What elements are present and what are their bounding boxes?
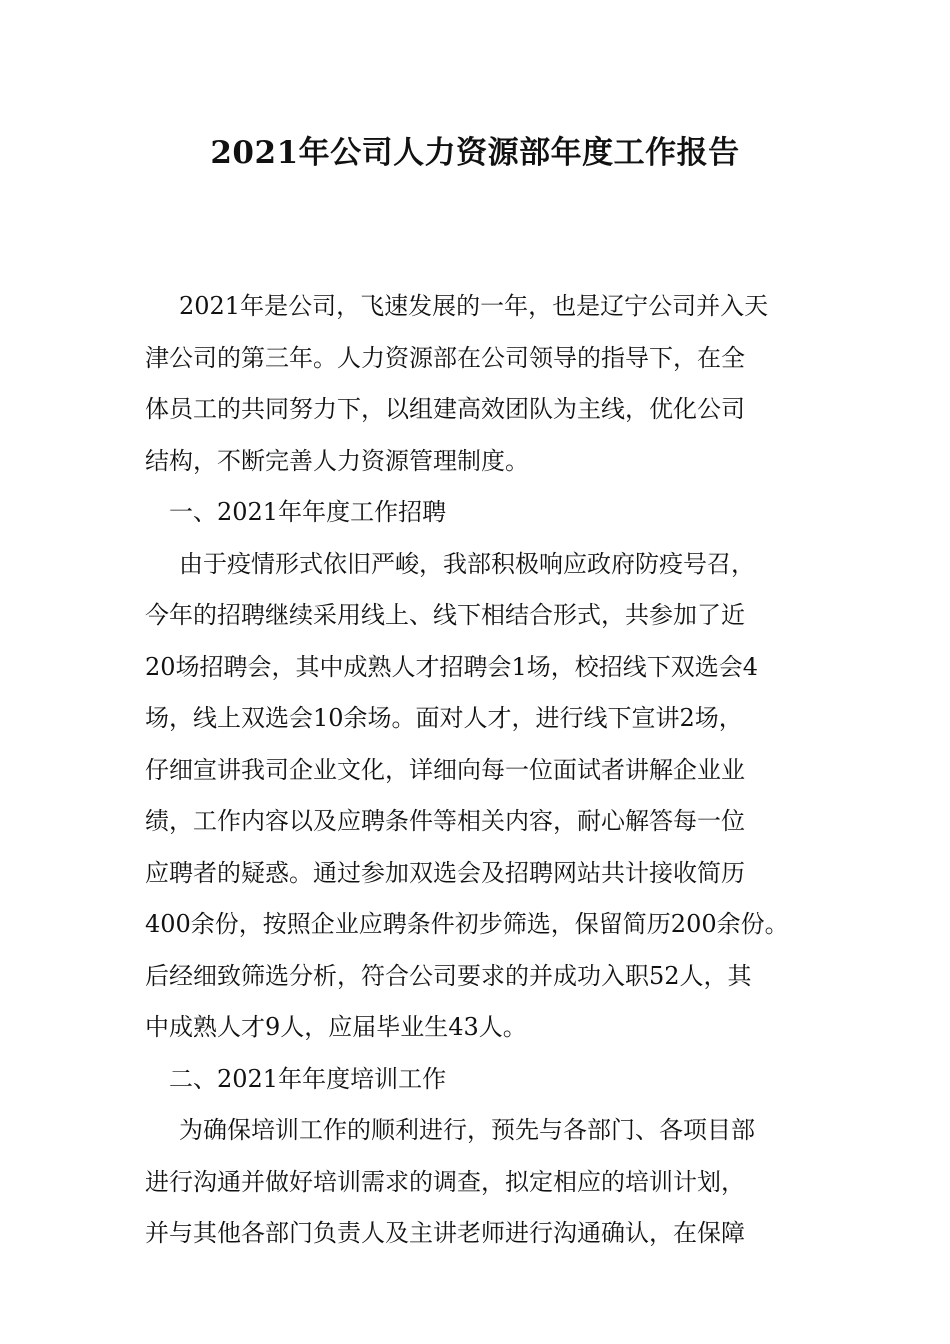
document-body xyxy=(145,281,825,1260)
text-line: 中成熟人才9人，应届毕业生43人。 xyxy=(145,1013,527,1041)
text-line: 后经细致筛选分析，符合公司要求的并成功入职52人，其 xyxy=(145,961,752,990)
text-line: 400余份，按照企业应聘条件初步筛选，保留简历200余份。 xyxy=(145,910,789,938)
section-heading-training: 二、2021年年度培训工作 xyxy=(169,1064,447,1093)
text-line: 仔细宣讲我司企业文化，详细向每一位面试者讲解企业业 xyxy=(145,755,745,784)
text-line: 并与其他各部门负责人及主讲老师进行沟通确认，在保障 xyxy=(145,1219,745,1247)
text-line: 由于疫情形式依旧严峻，我部积极响应政府防疫号召， xyxy=(179,549,755,578)
text-line: 体员工的共同努力下，以组建高效团队为主线，优化公司 xyxy=(145,395,745,423)
text-line: 津公司的第三年。人力资源部在公司领导的指导下，在全 xyxy=(145,343,745,372)
text-line: 2021年是公司，飞速发展的一年，也是辽宁公司并入天 xyxy=(179,292,769,320)
text-line: 场，线上双选会10余场。面对人才，进行线下宣讲2场， xyxy=(145,704,743,732)
section-heading-recruitment: 一、2021年年度工作招聘 xyxy=(169,498,447,526)
text-line: 今年的招聘继续采用线上、线下相结合形式，共参加了近 xyxy=(145,601,745,629)
document-title: 2021年公司人力资源部年度工作报告 xyxy=(210,135,740,171)
text-line: 应聘者的疑惑。通过参加双选会及招聘网站共计接收简历 xyxy=(145,858,745,887)
text-line: 绩，工作内容以及应聘条件等相关内容，耐心解答每一位 xyxy=(145,807,745,835)
text-line: 结构，不断完善人力资源管理制度。 xyxy=(145,446,529,475)
text-line: 进行沟通并做好培训需求的调查，拟定相应的培训计划， xyxy=(145,1167,745,1196)
text-line: 为确保培训工作的顺利进行，预先与各部门、各项目部 xyxy=(179,1116,755,1144)
text-line: 20场招聘会，其中成熟人才招聘会1场，校招线下双选会4 xyxy=(145,652,759,681)
